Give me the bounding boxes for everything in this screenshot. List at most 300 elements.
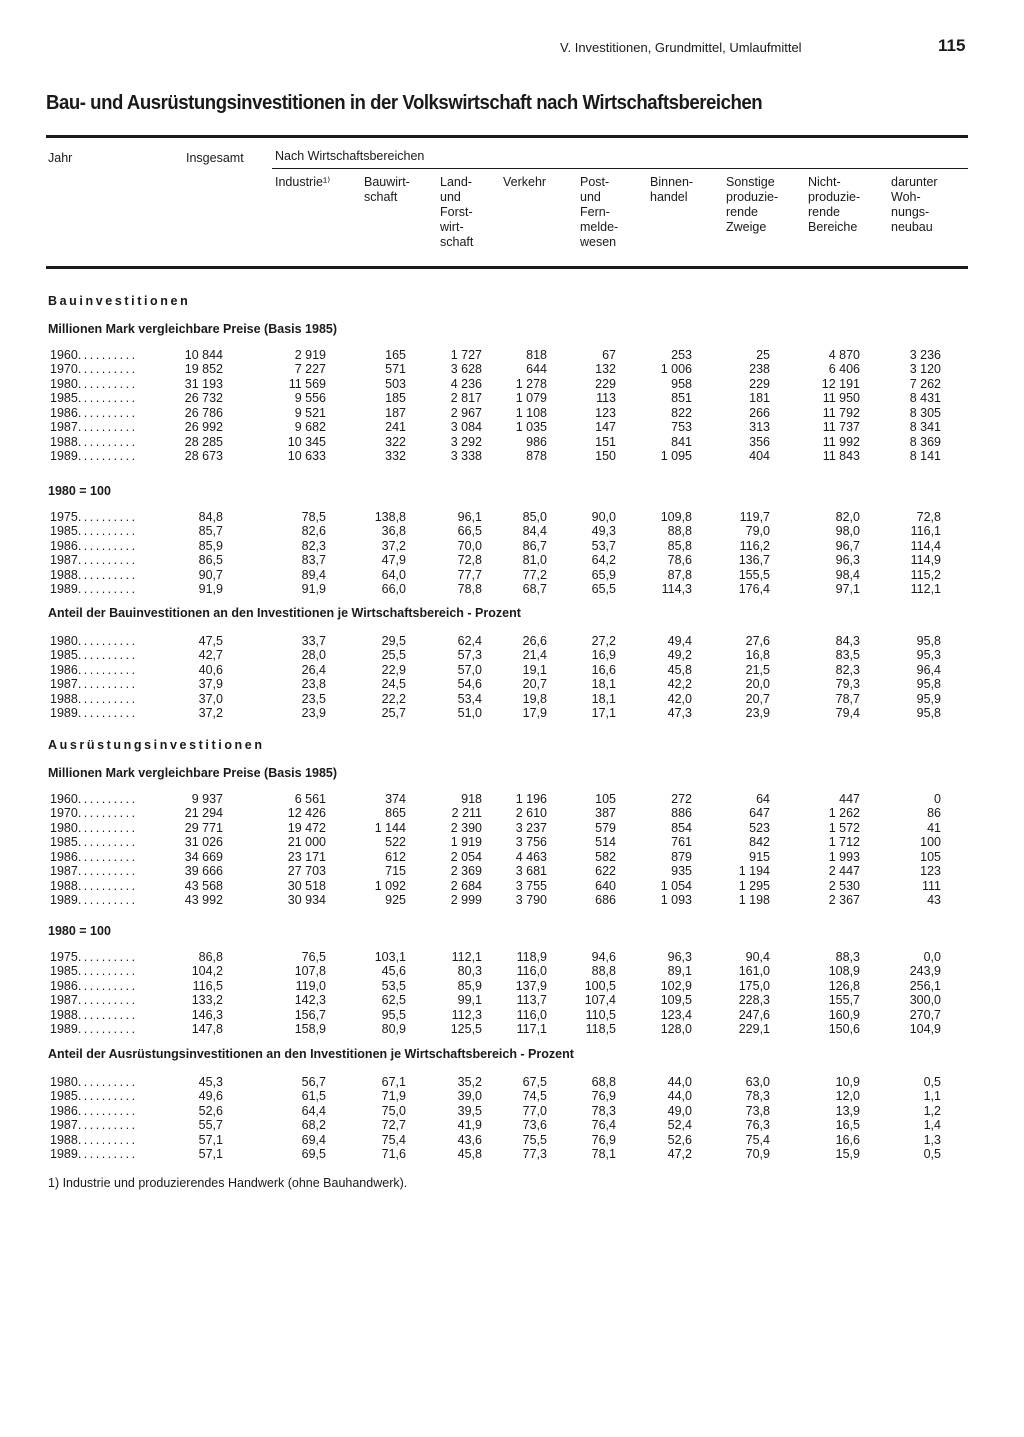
row-value: 73,8 [745, 1103, 770, 1118]
row-value: 18,1 [591, 691, 616, 706]
table-row [0, 821, 1024, 835]
row-value: 116,5 [192, 978, 223, 993]
row-value: 986 [526, 434, 547, 449]
row-value: 118,9 [516, 950, 547, 964]
row-year-label: 1985 [50, 964, 78, 979]
col-subheader-line: Land- [440, 175, 472, 189]
row-value: 253 [671, 348, 692, 362]
table-row [0, 835, 1024, 849]
leader-dots: .......... [77, 582, 138, 597]
row-value: 88,8 [591, 964, 616, 979]
row-value: 19 852 [184, 362, 223, 377]
leader-dots: .......... [77, 1118, 138, 1133]
row-value: 86,8 [198, 950, 223, 964]
row-value: 22,9 [381, 662, 406, 677]
row-value: 16,8 [745, 648, 770, 663]
row-year-label: 1989 [50, 893, 78, 908]
table-row [0, 964, 1024, 978]
row-value: 123,4 [660, 1007, 692, 1022]
row-value: 72,7 [381, 1118, 406, 1133]
col-subheader-line: rende [726, 205, 758, 219]
row-year-label: 1970 [50, 362, 78, 377]
row-value: 77,7 [457, 567, 482, 582]
row-value: 1 727 [450, 348, 482, 362]
row-value: 3 681 [515, 864, 547, 879]
col-subheader-line: Nicht- [808, 175, 841, 189]
row-value: 4 870 [828, 348, 860, 362]
row-year [50, 663, 172, 677]
table-row [0, 1118, 1024, 1132]
row-value: 45,8 [457, 1147, 482, 1162]
row-value: 94,6 [591, 950, 616, 964]
col-subheader-line: Sonstige [726, 175, 775, 189]
row-value: 64,4 [301, 1103, 326, 1118]
row-year-label: 1988 [50, 1007, 78, 1022]
leader-dots: .......... [77, 1022, 138, 1037]
row-value: 10 345 [287, 434, 326, 449]
row-value: 27,6 [745, 634, 770, 648]
row-value: 715 [385, 864, 406, 879]
row-value: 76,9 [591, 1089, 616, 1104]
row-value: 114,3 [661, 582, 692, 597]
row-value: 4 236 [450, 376, 482, 391]
row-year [50, 979, 172, 993]
row-year [50, 792, 172, 806]
leader-dots: .......... [77, 806, 138, 821]
row-value: 95,3 [916, 648, 941, 663]
leader-dots: .......... [77, 893, 138, 908]
row-value: 31 026 [184, 835, 223, 850]
row-value: 53,4 [457, 691, 482, 706]
row-value: 41,9 [457, 1118, 482, 1133]
row-value: 150,6 [828, 1022, 860, 1037]
row-value: 111 [921, 878, 941, 893]
row-value: 266 [749, 405, 770, 420]
row-value: 99,1 [457, 993, 482, 1008]
row-value: 9 682 [294, 420, 326, 435]
col-subheader-line: Woh- [891, 190, 921, 204]
row-value: 47,2 [667, 1147, 692, 1162]
row-value: 571 [385, 362, 406, 377]
row-year-label: 1987 [50, 420, 78, 435]
row-year [50, 879, 172, 893]
row-value: 78,3 [591, 1103, 616, 1118]
row-value: 2 390 [450, 820, 482, 835]
row-value: 49,4 [667, 634, 692, 648]
row-value: 404 [749, 449, 770, 464]
row-value: 43 568 [184, 878, 223, 893]
row-value: 107,8 [294, 964, 326, 979]
row-value: 3 236 [909, 348, 941, 362]
row-value: 78,8 [457, 582, 482, 597]
row-value: 582 [595, 849, 616, 864]
row-value: 95,8 [916, 677, 941, 692]
row-year-label: 1989 [50, 1147, 78, 1162]
table-row [0, 648, 1024, 662]
row-value: 90,4 [745, 950, 770, 964]
row-year-label: 1987 [50, 1118, 78, 1133]
col-subheader-line: produzie- [808, 190, 861, 204]
row-value: 69,4 [301, 1132, 326, 1147]
row-value: 37,2 [198, 706, 223, 721]
table-row [0, 391, 1024, 405]
row-year [50, 993, 172, 1007]
row-value: 151 [595, 434, 616, 449]
leader-dots: .......... [77, 691, 138, 706]
row-value: 16,9 [591, 648, 616, 663]
row-value: 25,5 [381, 648, 406, 663]
table-row [0, 420, 1024, 434]
row-value: 187 [385, 405, 406, 420]
row-year-label: 1980 [50, 634, 78, 648]
leader-dots: .......... [77, 1103, 138, 1118]
row-value: 27 703 [287, 864, 326, 879]
row-value: 89,1 [667, 964, 692, 979]
row-value: 3 084 [450, 420, 482, 435]
row-year [50, 1075, 172, 1089]
row-value: 95,8 [916, 634, 941, 648]
col-subheader-line: Fern- [580, 205, 610, 219]
row-value: 52,4 [667, 1118, 692, 1133]
running-header: V. Investitionen, Grundmittel, Umlaufmittel [560, 40, 802, 55]
col-subheader [580, 175, 618, 250]
row-value: 9 937 [191, 792, 223, 806]
table-row [0, 850, 1024, 864]
row-value: 243,9 [909, 964, 941, 979]
row-value: 47,5 [198, 634, 223, 648]
row-value: 2 447 [828, 864, 860, 879]
section-title: Ausrüstungsinvestitionen [48, 738, 265, 752]
row-year-label: 1970 [50, 806, 78, 821]
row-value: 34 669 [184, 849, 223, 864]
col-subheader-line: und [440, 190, 461, 204]
row-year [50, 524, 172, 538]
row-year [50, 692, 172, 706]
row-value: 1,2 [923, 1103, 941, 1118]
row-value: 2 999 [450, 893, 482, 908]
row-value: 96,4 [916, 662, 941, 677]
table-row [0, 879, 1024, 893]
row-value: 165 [385, 348, 406, 362]
row-value: 112,1 [910, 582, 941, 597]
table-row [0, 539, 1024, 553]
row-value: 42,0 [667, 691, 692, 706]
row-value: 20,7 [522, 677, 547, 692]
table-row [0, 692, 1024, 706]
row-value: 958 [671, 376, 692, 391]
row-value: 12 426 [287, 806, 326, 821]
row-value: 49,0 [667, 1103, 692, 1118]
block-subtitle: 1980 = 100 [48, 484, 111, 498]
row-year [50, 634, 172, 648]
row-value: 100,5 [584, 978, 616, 993]
row-value: 88,8 [667, 524, 692, 539]
row-value: 100 [920, 835, 941, 850]
row-value: 150 [595, 449, 616, 464]
row-year [50, 377, 172, 391]
row-value: 98,0 [835, 524, 860, 539]
row-value: 387 [595, 806, 616, 821]
row-value: 137,9 [515, 978, 547, 993]
row-value: 147 [595, 420, 616, 435]
row-value: 8 141 [909, 449, 941, 464]
row-value: 114,4 [910, 538, 941, 553]
table-row [0, 582, 1024, 596]
row-value: 11 950 [822, 391, 860, 406]
row-value: 818 [526, 348, 547, 362]
table-row [0, 568, 1024, 582]
row-value: 75,5 [522, 1132, 547, 1147]
row-year [50, 435, 172, 449]
row-value: 117,1 [516, 1022, 547, 1037]
row-value: 12,0 [835, 1089, 860, 1104]
row-value: 647 [749, 806, 770, 821]
block-subtitle: Millionen Mark vergleichbare Preise (Basis 1985) [48, 322, 338, 336]
col-subheader-line: melde- [580, 220, 619, 234]
row-value: 10 844 [184, 348, 223, 362]
row-value: 86 [927, 806, 941, 821]
row-value: 22,2 [381, 691, 406, 706]
col-subheader-line: wesen [580, 235, 617, 249]
row-value: 24,5 [381, 677, 406, 692]
row-value: 28,0 [301, 648, 326, 663]
row-year [50, 648, 172, 662]
row-value: 72,8 [916, 510, 941, 524]
row-value: 21 294 [184, 806, 223, 821]
row-year-label: 1986 [50, 662, 78, 677]
table-row [0, 893, 1024, 907]
table-title: Bau- und Ausrüstungsinvestitionen in der Volkswirtschaft nach Wirtschaftsbereichen [46, 92, 763, 114]
group-rule [272, 168, 968, 169]
row-year [50, 391, 172, 405]
row-value: 622 [595, 864, 616, 879]
table-row [0, 377, 1024, 391]
row-value: 52,6 [667, 1132, 692, 1147]
col-subheader [808, 175, 860, 235]
row-value: 96,7 [835, 538, 860, 553]
row-value: 78,1 [591, 1147, 616, 1162]
row-value: 107,4 [584, 993, 616, 1008]
row-value: 11 737 [822, 420, 860, 435]
row-value: 1 198 [738, 893, 770, 908]
row-year [50, 510, 172, 524]
row-year [50, 964, 172, 978]
row-value: 7 227 [294, 362, 326, 377]
row-value: 1 095 [660, 449, 692, 464]
row-value: 3 292 [450, 434, 482, 449]
row-value: 70,9 [745, 1147, 770, 1162]
block-subtitle: Anteil der Ausrüstungsinvestitionen an den Investitionen je Wirtschaftsbereich - Prozent [48, 1047, 574, 1061]
leader-dots: .......... [77, 449, 138, 464]
row-value: 241 [385, 420, 406, 435]
page-number: 115 [938, 36, 966, 55]
row-value: 85,9 [198, 538, 223, 553]
row-value: 6 561 [294, 792, 326, 806]
row-value: 72,8 [457, 553, 482, 568]
leader-dots: .......... [77, 950, 138, 964]
row-value: 1 993 [828, 849, 860, 864]
row-value: 104,2 [191, 964, 223, 979]
row-value: 66,0 [381, 582, 406, 597]
row-value: 133,2 [191, 993, 223, 1008]
row-year-label: 1975 [50, 510, 78, 524]
leader-dots: .......... [77, 1132, 138, 1147]
row-year [50, 420, 172, 434]
row-value: 356 [749, 434, 770, 449]
row-value: 1 108 [515, 405, 547, 420]
row-value: 1,3 [923, 1132, 941, 1147]
col-subheader-line: Bereiche [808, 220, 858, 234]
row-value: 49,6 [198, 1089, 223, 1104]
row-value: 109,8 [660, 510, 692, 524]
row-value: 108,9 [828, 964, 860, 979]
row-value: 98,4 [835, 567, 860, 582]
row-value: 103,1 [374, 950, 406, 964]
leader-dots: .......... [77, 706, 138, 721]
table-row [0, 979, 1024, 993]
row-value: 1 006 [660, 362, 692, 377]
row-value: 75,4 [381, 1132, 406, 1147]
row-value: 43,6 [457, 1132, 482, 1147]
row-value: 1 196 [515, 792, 547, 806]
col-subheader [275, 175, 330, 190]
row-value: 3 756 [515, 835, 547, 850]
row-value: 91,9 [198, 582, 223, 597]
row-year-label: 1989 [50, 449, 78, 464]
row-value: 16,6 [835, 1132, 860, 1147]
block-subtitle: Millionen Mark vergleichbare Preise (Basis 1985) [48, 766, 338, 780]
footnote: 1) Industrie und produzierendes Handwerk (ohne Bauhandwerk). [48, 1176, 408, 1190]
row-value: 54,6 [457, 677, 482, 692]
row-year-label: 1985 [50, 1089, 78, 1104]
row-value: 123 [920, 864, 941, 879]
row-value: 69,5 [301, 1147, 326, 1162]
row-value: 88,3 [835, 950, 860, 964]
table-row [0, 864, 1024, 878]
row-value: 73,6 [522, 1118, 547, 1133]
row-year-label: 1986 [50, 405, 78, 420]
row-value: 374 [385, 792, 406, 806]
row-value: 42,7 [198, 648, 223, 663]
row-value: 116,0 [516, 964, 547, 979]
row-year-label: 1988 [50, 878, 78, 893]
row-value: 95,9 [916, 691, 941, 706]
block-subtitle: 1980 = 100 [48, 924, 111, 938]
row-value: 21,4 [522, 648, 547, 663]
row-value: 78,6 [667, 553, 692, 568]
row-value: 1 572 [828, 820, 860, 835]
leader-dots: .......... [77, 420, 138, 435]
table-row [0, 993, 1024, 1007]
row-value: 125,5 [450, 1022, 482, 1037]
col-subheader [503, 175, 546, 190]
col-subheader-line: rende [808, 205, 840, 219]
row-year [50, 449, 172, 463]
table-row [0, 1075, 1024, 1089]
row-value: 57,0 [457, 662, 482, 677]
col-subheader-line: Post- [580, 175, 610, 189]
col-header-jahr: Jahr [48, 151, 73, 165]
row-value: 51,0 [457, 706, 482, 721]
row-value: 8 341 [909, 420, 941, 435]
row-year-label: 1987 [50, 864, 78, 879]
row-value: 105 [920, 849, 941, 864]
row-value: 181 [749, 391, 770, 406]
leader-dots: .......... [77, 1147, 138, 1162]
row-value: 105 [595, 792, 616, 806]
row-value: 2 817 [450, 391, 482, 406]
leader-dots: .......... [77, 524, 138, 539]
row-value: 138,8 [374, 510, 406, 524]
leader-dots: .......... [77, 964, 138, 979]
row-year-label: 1989 [50, 582, 78, 597]
row-value: 29 771 [184, 820, 223, 835]
row-value: 82,6 [301, 524, 326, 539]
row-value: 53,7 [591, 538, 616, 553]
row-value: 175,0 [738, 978, 770, 993]
row-value: 95,5 [381, 1007, 406, 1022]
row-value: 27,2 [591, 634, 616, 648]
row-value: 30 518 [287, 878, 326, 893]
row-value: 82,3 [301, 538, 326, 553]
row-value: 67 [602, 348, 616, 362]
row-year [50, 821, 172, 835]
row-value: 128,0 [660, 1022, 692, 1037]
leader-dots: .......... [77, 878, 138, 893]
row-value: 82,3 [835, 662, 860, 677]
row-value: 43 992 [184, 893, 223, 908]
table-row [0, 950, 1024, 964]
row-value: 116,1 [910, 524, 941, 539]
row-value: 158,9 [294, 1022, 326, 1037]
row-value: 514 [595, 835, 616, 850]
row-value: 20,7 [745, 691, 770, 706]
row-value: 229 [595, 376, 616, 391]
row-year-label: 1988 [50, 567, 78, 582]
row-value: 96,3 [667, 950, 692, 964]
row-value: 185 [385, 391, 406, 406]
row-value: 640 [595, 878, 616, 893]
row-value: 21 000 [287, 835, 326, 850]
leader-dots: .......... [77, 1075, 138, 1089]
table-row [0, 553, 1024, 567]
table-row [0, 406, 1024, 420]
row-value: 1,4 [923, 1118, 941, 1133]
col-subheader-line: produzie- [726, 190, 779, 204]
row-value: 147,8 [191, 1022, 223, 1037]
row-value: 0,5 [923, 1147, 941, 1162]
row-value: 76,9 [591, 1132, 616, 1147]
row-value: 1 092 [374, 878, 406, 893]
col-subheader-line: wirt- [440, 220, 464, 234]
leader-dots: .......... [77, 993, 138, 1008]
leader-dots: .......... [77, 864, 138, 879]
row-value: 56,7 [301, 1075, 326, 1089]
row-value: 85,0 [522, 510, 547, 524]
row-value: 2 530 [828, 878, 860, 893]
row-value: 109,5 [660, 993, 692, 1008]
leader-dots: .......... [77, 648, 138, 663]
row-value: 9 556 [294, 391, 326, 406]
row-value: 322 [385, 434, 406, 449]
row-value: 523 [749, 820, 770, 835]
row-value: 80,3 [457, 964, 482, 979]
row-value: 65,9 [591, 567, 616, 582]
row-value: 90,7 [198, 567, 223, 582]
row-year-label: 1980 [50, 376, 78, 391]
row-value: 19,8 [522, 691, 547, 706]
row-value: 11 992 [822, 434, 860, 449]
